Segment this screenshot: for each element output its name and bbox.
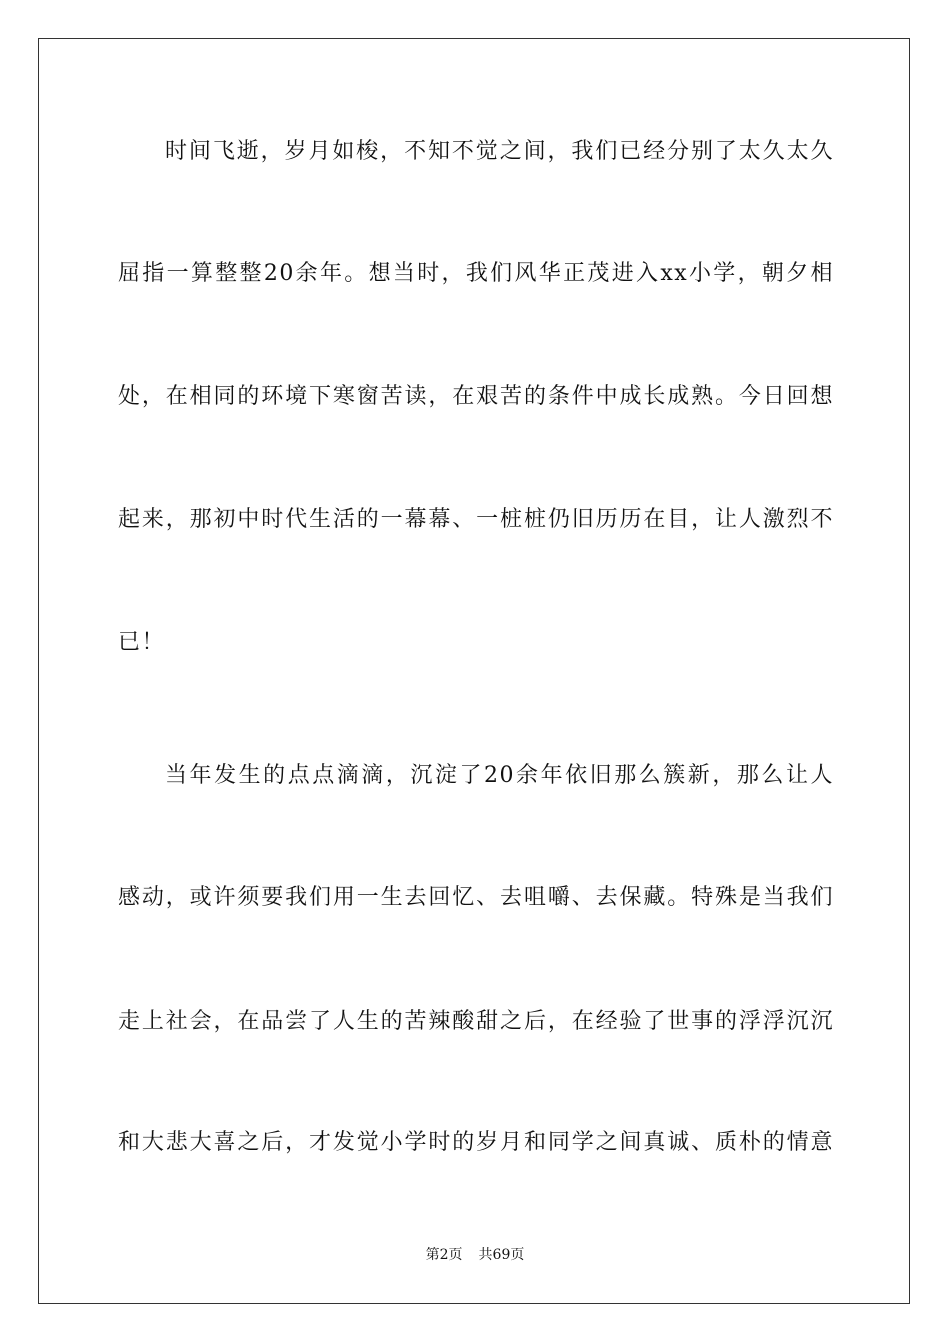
paragraph-line: 已！ — [118, 630, 166, 655]
paragraph-line: 当年发生的点点滴滴，沉淀了20余年依旧那么簇新，那么让人 — [165, 763, 834, 788]
paragraph-line: 处，在相同的环境下寒窗苦读，在艰苦的条件中成长成熟。今日回想 — [118, 384, 834, 409]
page-border — [38, 38, 910, 1304]
paragraph-line: 走上社会，在品尝了人生的苦辣酸甜之后，在经验了世事的浮浮沉沉 — [118, 1009, 834, 1034]
paragraph-line: 和大悲大喜之后，才发觉小学时的岁月和同学之间真诚、质朴的情意 — [118, 1130, 834, 1155]
page-footer — [0, 1245, 950, 1265]
page-total: 共69页 — [478, 1247, 525, 1263]
paragraph-line: 屈指一算整整20余年。想当时，我们风华正茂进入xx小学，朝夕相 — [118, 261, 834, 286]
paragraph-line: 感动，或许须要我们用一生去回忆、去咀嚼、去保藏。特殊是当我们 — [118, 885, 834, 910]
page-number: 第2页 — [425, 1247, 463, 1263]
paragraph-line: 起来，那初中时代生活的一幕幕、一桩桩仍旧历历在目，让人激烈不 — [118, 507, 834, 532]
paragraph-line: 时间飞逝，岁月如梭，不知不觉之间，我们已经分别了太久太久 — [165, 139, 834, 164]
